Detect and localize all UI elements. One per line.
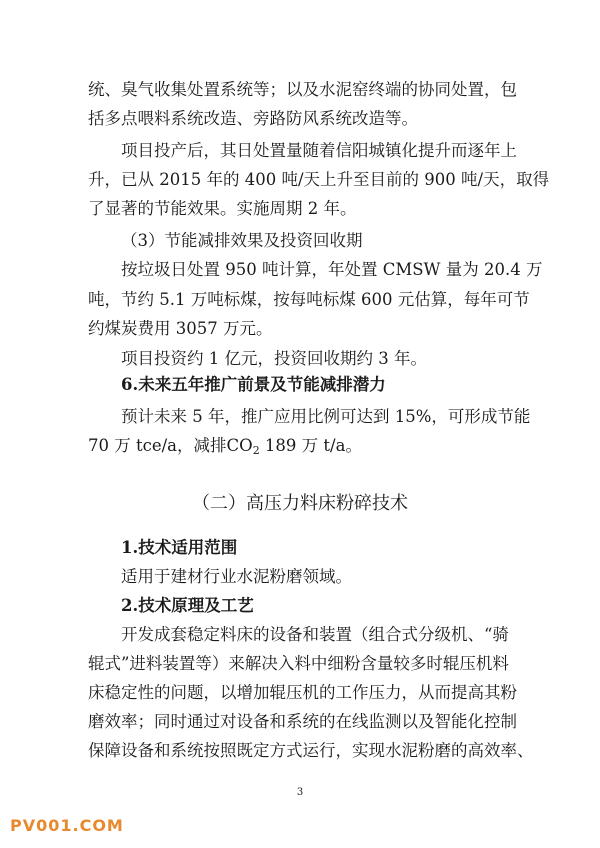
co2-formula: $CO_2$ 189 万 t/a。: [226, 436, 362, 457]
body-line-7: 吨，节约 5.1 万吨标煤，按每吨标煤 600 元估算，每年可节: [88, 290, 530, 309]
tech-principle-line-1: 开发成套稳定料床的设备和装置（组合式分级机、“骑: [121, 625, 509, 644]
tech-principle-line-2: 辊式”进料装置等）来解决入料中细粉含量较多时辊压机料: [88, 654, 509, 673]
body-line-4: 升，已从 2015 年的 400 吨/天上升至目前的 900 吨/天，取得: [88, 170, 550, 189]
tech-principle-heading: 2.技术原理及工艺: [121, 596, 254, 615]
body-line-1: 统、臭气收集处置系统等；以及水泥窑终端的协同处置，包: [88, 80, 517, 99]
watermark-logo: PV001.COM: [10, 816, 124, 835]
tech-principle-line-4: 磨效率；同时通过对设备和系统的在线监测以及智能化控制: [88, 712, 517, 731]
body-line-6: 按垃圾日处置 950 吨计算，年处置 CMSW 量为 20.4 万: [121, 260, 543, 279]
body-line-8: 约煤炭费用 3057 万元。: [88, 319, 273, 338]
body-line-2: 括多点喂料系统改造、旁路防风系统改造等。: [88, 109, 418, 128]
body-line-11: [88, 435, 362, 462]
tech-scope-heading: 1.技术适用范围: [121, 538, 238, 557]
body-line-3: 项目投产后，其日处置量随着信阳城镇化提升而逐年上: [121, 141, 517, 160]
body-line-10: 预计未来 5 年，推广应用比例可达到 15%，可形成节能: [121, 407, 531, 426]
section-heading: （二）高压力料床粉碎技术: [192, 493, 408, 514]
body-line-11-text: 70 万 tce/a，减排: [88, 436, 227, 455]
subsection-heading-3: （3）节能减排效果及投资回收期: [121, 231, 363, 250]
page-number: 3: [296, 787, 304, 798]
body-line-5: 了显著的节能效果。实施周期 2 年。: [88, 199, 357, 218]
tech-principle-line-3: 床稳定性的问题，以增加辊压机的工作压力，从而提高其粉: [88, 683, 517, 702]
tech-scope-text: 适用于建材行业水泥粉磨领域。: [121, 567, 352, 586]
subsection-heading-6: 6.未来五年推广前景及节能减排潜力: [121, 375, 386, 394]
body-line-9: 项目投资约 1 亿元，投资回收期约 3 年。: [121, 349, 427, 368]
tech-principle-line-5: 保障设备和系统按照既定方式运行，实现水泥粉磨的高效率、: [88, 741, 534, 760]
